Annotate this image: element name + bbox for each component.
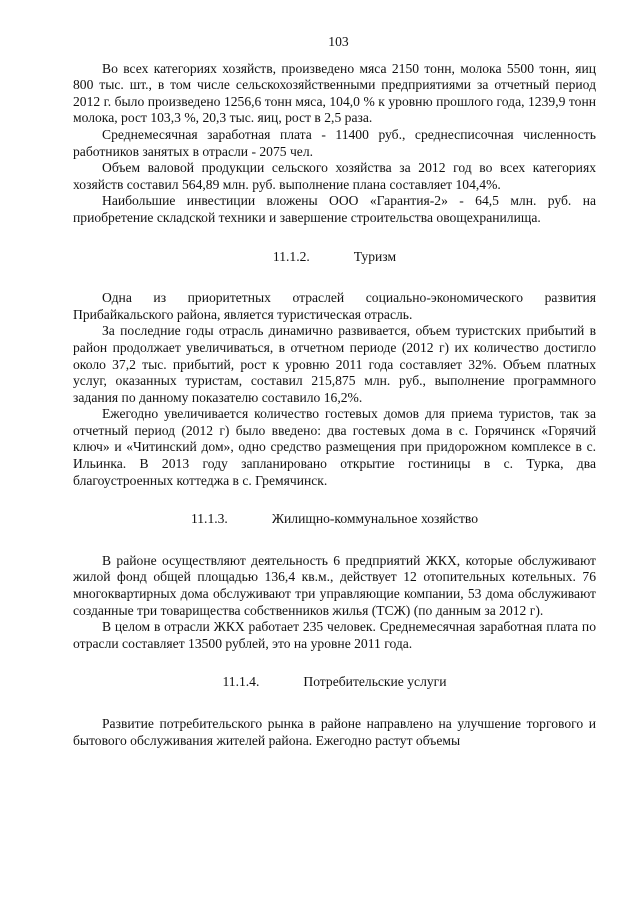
paragraph-gross-output: Объем валовой продукции сельского хозяйства за 2012 год во всех категориях хозяйств составил 564,89 млн. руб. выполнение плана составляет 104,4%. (73, 160, 596, 192)
section-number: 11.1.3. (190, 511, 228, 527)
section-number: 11.1.2. (272, 248, 310, 264)
section-heading-tourism (73, 249, 596, 266)
paragraph-tourism-growth: За последние годы отрасль динамично развивается, объем туристских прибытий в район продолжает увеличиваться, в отчетном периоде (2012 г) их количество достигло около 37,2 тыс. прибытий, рост к уровню 2011 года составляет 32%. Объем платных услуг, оказанных туристам, составил 215,875 млн. руб., выполнение программного задания по данному показателю составило 16,2%. (73, 323, 596, 405)
paragraph-housing-enterprises: В районе осуществляют деятельность 6 предприятий ЖКХ, которые обслуживают жилой фонд общей площадью 136,4 кв.м., действует 12 отопительных котельных. 76 многоквартирных дома обслуживают три управляющие компании, 53 дома обслуживают созданные три товарищества собственников жилья (ТСЖ) (по данным за 2012 г). (73, 552, 596, 618)
section-title: Потребительские услуги (303, 674, 447, 690)
section-number: 11.1.4. (222, 674, 260, 690)
paragraph-livestock-output: Во всех категориях хозяйств, произведено мяса 2150 тонн, молока 5500 тонн, яиц 800 тыс. шт., в том числе сельскохозяйственными предприятиями за отчетный период 2012 г. было произведено 1256,6 тонн мяса, 104,0 % к уровню прошлого года, 1239,9 тонн молока, рост 103,3 %, 20,3 тыс. яиц, рост в 2,5 раза. (73, 60, 596, 126)
section-title: Туризм (353, 248, 397, 264)
section-heading-housing (73, 511, 596, 528)
paragraph-investments: Наибольшие инвестиции вложены ООО «Гарантия-2» - 64,5 млн. руб. на приобретение складской техники и завершение строительства овощехранилища. (73, 193, 596, 225)
section-title: Жилищно-коммунальное хозяйство (271, 511, 479, 527)
page-number: 103 (328, 34, 349, 49)
paragraph-consumer-market: Развитие потребительского рынка в районе направлено на улучшение торгового и бытового обслуживания жителей района. Ежегодно растут объемы (73, 716, 596, 748)
paragraph-tourism-intro: Одна из приоритетных отраслей социально-экономического развития Прибайкальского района, является туристическая отрасль. (73, 290, 596, 322)
paragraph-guest-houses: Ежегодно увеличивается количество гостевых домов для приема туристов, так за отчетный период (2012 г) было введено: два гостевых дома в с. Горячинск «Горячий ключ» и «Читинский дом», одно средство размещения при придорожном комплексе в с. Ильинка. В 2013 году запланировано открытие гостиницы в с. Турка, два благоустроенных коттеджа в с. Гремячинск. (73, 406, 596, 488)
section-heading-consumer-services (73, 674, 596, 691)
paragraph-wages: Среднемесячная заработная плата - 11400 руб., среднесписочная численность работников занятых в отрасли - 2075 чел. (73, 126, 596, 159)
paragraph-housing-staff: В целом в отрасли ЖКХ работает 235 человек. Среднемесячная заработная плата по отрасли составляет 13500 рублей, это на уровне 2011 года. (73, 619, 596, 651)
